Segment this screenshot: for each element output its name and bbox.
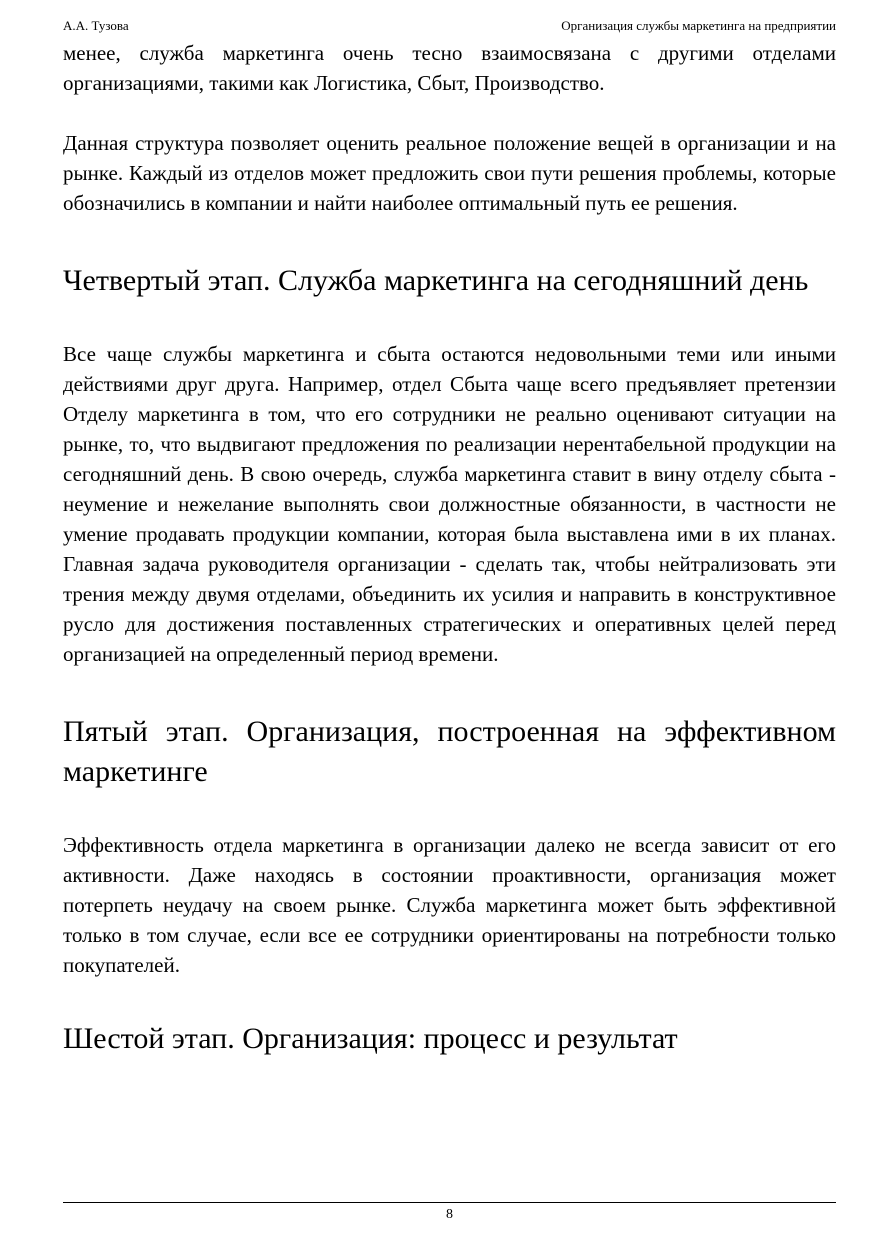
page-header	[63, 17, 836, 35]
section-heading-stage-6: Шестой этап. Организация: процесс и результат	[63, 1022, 678, 1055]
page-number: 8	[446, 1207, 453, 1222]
paragraph-structure: Данная структура позволяет оценить реальное положение вещей в организации и на рынке. Каждый из отделов может предложить свои пути решения проблемы, которые обозначились в компании и найти наиболее оптимальный путь ее решения.	[63, 131, 836, 215]
footer-divider	[63, 1202, 836, 1203]
section-heading-stage-4: Четвертый этап. Служба маркетинга на сегодняшний день	[63, 264, 809, 297]
section-heading-stage-5: Пятый этап. Организация, построенная на эффективном маркетинге	[63, 715, 836, 788]
paragraph-continued: менее, служба маркетинга очень тесно взаимосвязана с другими отделами организациями, такими как Логистика, Сбыт, Производство.	[63, 41, 836, 95]
header-title: Организация службы маркетинга на предприятии	[561, 18, 836, 33]
header-author: А.А. Тузова	[63, 18, 129, 33]
paragraph-stage-4: Все чаще службы маркетинга и сбыта остаются недовольными теми или иными действиями друг друга. Например, отдел Сбыта чаще всего предъявляет претензии Отделу маркетинга в том, что его сотрудники не реально оценивают ситуации на рынке, то, что выдвигают предложения по реализации нерентабельной продукции на сегодняшний день. В свою очередь, служба маркетинга ставит в вину отделу сбыта - неумение и нежелание выполнять свои должностные обязанности, в частности не умение продавать продукции компании, которая была выставлена ими в их планах. Главная задача руководителя организации - сделать так, чтобы нейтрализовать эти трения между двумя отделами, объединить их усилия и направить в конструктивное русло для достижения поставленных стратегических и оперативных целей перед организацией на определенный период времени.	[63, 342, 836, 666]
paragraph-stage-5: Эффективность отдела маркетинга в организации далеко не всегда зависит от его активности. Даже находясь в состоянии проактивности, организация может потерпеть неудачу на своем рынке. Служба маркетинга может быть эффективной только в том случае, если все ее сотрудники ориентированы на потребности только покупателей.	[63, 833, 836, 977]
page-content	[63, 38, 836, 1059]
